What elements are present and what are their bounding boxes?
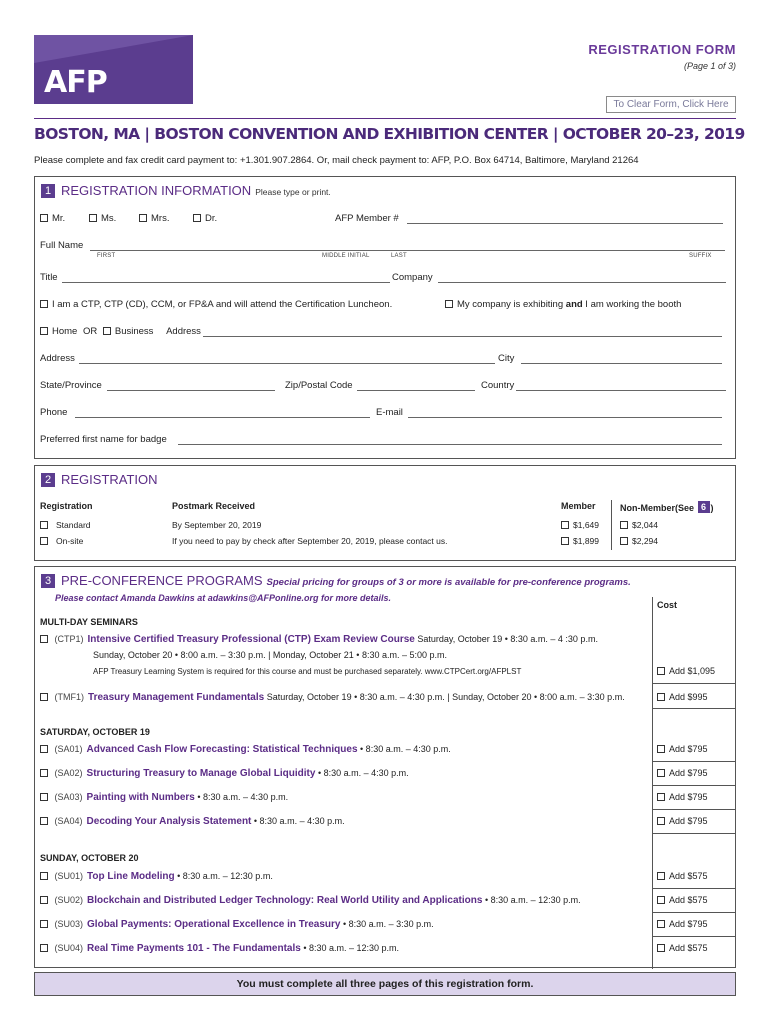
home-option[interactable]: Home [40, 326, 77, 337]
section-6-badge: 6 [698, 501, 710, 513]
section1-heading [41, 183, 331, 198]
salutation-ms[interactable]: Ms. [89, 213, 116, 224]
checkbox[interactable] [657, 920, 665, 928]
address-label: Address [166, 326, 201, 337]
checkbox[interactable] [40, 635, 48, 643]
or-text: OR [82, 326, 98, 337]
checkbox[interactable] [40, 521, 48, 529]
section-number: 3 [41, 574, 55, 588]
checkbox[interactable] [40, 745, 48, 753]
checkbox[interactable] [40, 872, 48, 880]
section2-title: REGISTRATION [61, 472, 158, 487]
pre-conference-programs-section [34, 566, 736, 968]
cost-row-divider [652, 708, 736, 709]
sa03-cost[interactable]: Add $795 [657, 792, 708, 802]
footer-notice: You must complete all three pages of this registration form. [34, 972, 736, 996]
checkbox[interactable] [40, 327, 48, 335]
program-sa01[interactable]: (SA01) Advanced Cash Flow Forecasting: Statistical Techniques • 8:30 a.m. – 4:30 p.m. [40, 744, 451, 755]
standard-option[interactable]: Standard [40, 520, 91, 530]
section-number: 2 [41, 473, 55, 487]
group-pricing-note: Special pricing for groups of 3 or more is available for pre-conference programs. [266, 577, 631, 588]
header-divider [34, 118, 736, 119]
sa02-cost[interactable]: Add $795 [657, 768, 708, 778]
section3-heading [41, 573, 631, 588]
salutation-mr[interactable]: Mr. [40, 213, 65, 224]
checkbox[interactable] [657, 793, 665, 801]
afp-member-field[interactable] [407, 223, 723, 224]
address2-field[interactable] [79, 363, 495, 364]
exhibiting-option[interactable]: My company is exhibiting and I am working the booth [445, 299, 681, 310]
checkbox[interactable] [40, 214, 48, 222]
zip-field[interactable] [357, 390, 475, 391]
cost-row-divider [652, 936, 736, 937]
checkbox[interactable] [657, 693, 665, 701]
checkbox[interactable] [620, 521, 628, 529]
page-indicator: (Page 1 of 3) [683, 61, 736, 71]
name-first-caption: FIRST [97, 253, 116, 259]
checkbox[interactable] [89, 214, 97, 222]
standard-member-price[interactable]: $1,649 [561, 520, 599, 530]
address-type-row [40, 326, 201, 337]
program-sa02[interactable]: (SA02) Structuring Treasury to Manage Global Liquidity • 8:30 a.m. – 4:30 p.m. [40, 768, 409, 779]
afp-member-label: AFP Member # [335, 213, 399, 224]
logo-text: AFP 2019 [44, 65, 124, 135]
cost-column-divider [652, 597, 653, 969]
checkbox[interactable] [40, 693, 48, 701]
col-postmark: Postmark Received [172, 501, 256, 511]
checkbox[interactable] [139, 214, 147, 222]
phone-field[interactable] [75, 417, 370, 418]
checkbox[interactable] [657, 944, 665, 952]
logo-wedge [34, 35, 193, 63]
checkbox[interactable] [40, 944, 48, 952]
su02-cost[interactable]: Add $575 [657, 895, 708, 905]
sa04-cost[interactable]: Add $795 [657, 816, 708, 826]
company-field[interactable] [438, 282, 726, 283]
title-label: Title [40, 272, 58, 283]
cost-row-divider [652, 683, 736, 684]
program-sa04[interactable]: (SA04) Decoding Your Analysis Statement • 8:30 a.m. – 4:30 p.m. [40, 816, 345, 827]
salutation-dr[interactable]: Dr. [193, 213, 217, 224]
multi-day-heading: MULTI-DAY SEMINARS [40, 617, 138, 627]
sunday-heading: SUNDAY, OCTOBER 20 [40, 853, 139, 863]
cost-row-divider [652, 833, 736, 834]
checkbox[interactable] [445, 300, 453, 308]
program-ctp1[interactable]: (CTP1) Intensive Certified Treasury Professional (CTP) Exam Review Course Saturday, October 19 • 8:30 a.m. – 4 :30 p.m. [40, 634, 598, 645]
checkbox[interactable] [40, 793, 48, 801]
su01-cost[interactable]: Add $575 [657, 871, 708, 881]
ctp1-note: AFP Treasury Learning System is required for this course and must be purchased separately. www.CTPCert.org/AFPLST [93, 667, 522, 676]
ctp-luncheon-option[interactable]: I am a CTP, CTP (CD), CCM, or FP&A and will attend the Certification Luncheon. [40, 299, 392, 310]
form-title: REGISTRATION FORM [588, 42, 736, 57]
tmf1-cost[interactable]: Add $995 [657, 692, 708, 702]
section1-title: REGISTRATION INFORMATION [61, 183, 252, 198]
checkbox[interactable] [40, 300, 48, 308]
city-field[interactable] [521, 363, 722, 364]
saturday-heading: SATURDAY, OCTOBER 19 [40, 727, 150, 737]
country-label: Country [481, 380, 515, 391]
program-sa03[interactable]: (SA03) Painting with Numbers • 8:30 a.m. – 4:30 p.m. [40, 792, 288, 803]
business-option[interactable]: Business [103, 326, 154, 337]
checkbox[interactable] [657, 667, 665, 675]
name-middle-caption: MIDDLE INITIAL [322, 253, 370, 259]
program-tmf1[interactable]: (TMF1) Treasury Management Fundamentals Saturday, October 19 • 8:30 a.m. – 4:30 p.m. | Sunday, October 20 • 8:00 a.m. – 3:30 p.m. [40, 692, 625, 703]
cost-row-divider [652, 761, 736, 762]
checkbox[interactable] [40, 537, 48, 545]
state-label: State/Province [40, 380, 102, 391]
checkbox[interactable] [657, 872, 665, 880]
onsite-member-price[interactable]: $1,899 [561, 536, 599, 546]
section1-subtitle: Please type or print. [255, 187, 331, 197]
onsite-nonmember-price[interactable]: $2,294 [620, 536, 658, 546]
checkbox[interactable] [561, 537, 569, 545]
sa01-cost[interactable]: Add $795 [657, 744, 708, 754]
program-su03[interactable]: (SU03) Global Payments: Operational Excellence in Treasury • 8:30 a.m. – 3:30 p.m. [40, 919, 434, 930]
cost-row-divider [652, 888, 736, 889]
column-divider [611, 500, 612, 550]
program-su01[interactable]: (SU01) Top Line Modeling • 8:30 a.m. – 12:30 p.m. [40, 871, 273, 882]
col-registration: Registration [40, 501, 93, 511]
state-field[interactable] [107, 390, 275, 391]
checkbox[interactable] [40, 817, 48, 825]
checkbox[interactable] [40, 769, 48, 777]
afp-logo [34, 35, 193, 135]
section-number: 1 [41, 184, 55, 198]
name-last-caption: LAST [391, 253, 407, 259]
checkbox[interactable] [620, 537, 628, 545]
full-name-field[interactable] [90, 250, 725, 251]
zip-label: Zip/Postal Code [285, 380, 353, 391]
company-label: Company [392, 272, 433, 283]
section2-heading [41, 472, 158, 487]
cost-row-divider [652, 809, 736, 810]
ctp1-cost[interactable]: Add $1,095 [657, 666, 715, 676]
section3-title: PRE-CONFERENCE PROGRAMS [61, 573, 263, 588]
email-label: E-mail [376, 407, 403, 418]
city-label: City [498, 353, 515, 364]
cost-row-divider [652, 785, 736, 786]
checkbox[interactable] [40, 896, 48, 904]
checkbox[interactable] [657, 896, 665, 904]
name-suffix-caption: SUFFIX [689, 253, 712, 259]
checkbox[interactable] [657, 817, 665, 825]
clear-form-button[interactable]: To Clear Form, Click Here [606, 96, 736, 113]
phone-label: Phone [40, 407, 68, 418]
program-su04[interactable]: (SU04) Real Time Payments 101 - The Fundamentals • 8:30 a.m. – 12:30 p.m. [40, 943, 399, 954]
su03-cost[interactable]: Add $795 [657, 919, 708, 929]
country-field[interactable] [516, 390, 726, 391]
email-field[interactable] [408, 417, 722, 418]
col-nonmember: Non-Member(See 6 ) [620, 502, 714, 513]
address-field[interactable] [203, 336, 722, 337]
registration-information-section [34, 176, 736, 459]
onsite-option[interactable]: On-site [40, 536, 83, 546]
onsite-postmark: If you need to pay by check after September 20, 2019, please contact us. [172, 536, 448, 546]
registration-section [34, 465, 736, 561]
standard-nonmember-price[interactable]: $2,044 [620, 520, 658, 530]
checkbox[interactable] [561, 521, 569, 529]
event-location: BOSTON, MA | BOSTON CONVENTION AND EXHIBITION CENTER | OCTOBER 20–23, 2019 [34, 125, 745, 143]
checkbox[interactable] [657, 745, 665, 753]
cost-header: Cost [657, 600, 677, 610]
standard-postmark: By September 20, 2019 [172, 520, 262, 530]
ctp1-dates: Sunday, October 20 • 8:00 a.m. – 3:30 p.m. | Monday, October 21 • 8:30 a.m. – 5:00 p.m. [93, 650, 447, 660]
contact-note: Please contact Amanda Dawkins at adawkins@AFPonline.org for more details. [55, 593, 392, 603]
su04-cost[interactable]: Add $575 [657, 943, 708, 953]
cost-row-divider [652, 912, 736, 913]
salutation-mrs[interactable]: Mrs. [139, 213, 169, 224]
program-su02[interactable]: (SU02) Blockchain and Distributed Ledger Technology: Real World Utility and Applications • 8:30 a.m. – 12:30 p.m. [40, 895, 581, 906]
col-member: Member [561, 501, 596, 511]
checkbox[interactable] [657, 769, 665, 777]
checkbox[interactable] [193, 214, 201, 222]
badge-name-label: Preferred first name for badge [40, 434, 167, 445]
full-name-label: Full Name [40, 240, 84, 251]
address2-label: Address [40, 353, 75, 364]
checkbox[interactable] [103, 327, 111, 335]
payment-instructions: Please complete and fax credit card payment to: +1.301.907.2864. Or, mail check payment to: AFP, P.O. Box 64714, Baltimore, Maryland 21264 [34, 155, 639, 166]
badge-name-field[interactable] [178, 444, 722, 445]
checkbox[interactable] [40, 920, 48, 928]
title-field[interactable] [62, 282, 390, 283]
